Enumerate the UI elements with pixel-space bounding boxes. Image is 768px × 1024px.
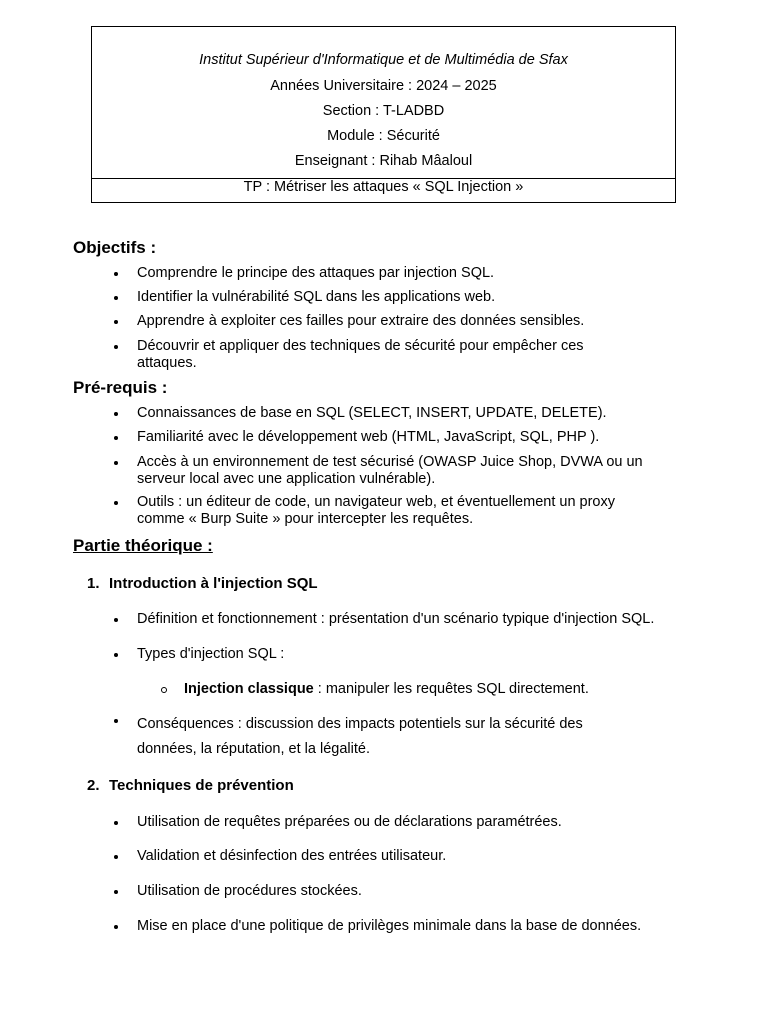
list-item: Comprendre le principe des attaques par injection SQL. <box>137 265 677 282</box>
list-item: Découvrir et appliquer des techniques de sécurité pour empêcher ces attaques. <box>137 338 637 372</box>
institution-name: Institut Supérieur d'Informatique et de Multimédia de Sfax <box>199 52 568 68</box>
section-1-heading <box>87 575 318 593</box>
teacher-label: Enseignant : Rihab Mâaloul <box>294 153 473 169</box>
list-item: Connaissances de base en SQL (SELECT, INSERT, UPDATE, DELETE). <box>137 405 677 422</box>
list-item: Identifier la vulnérabilité SQL dans les applications web. <box>137 289 677 306</box>
list-item: Utilisation de requêtes préparées ou de déclarations paramétrées. <box>137 814 677 831</box>
list-item: Mise en place d'une politique de privilèges minimale dans la base de données. <box>137 918 697 935</box>
section-2-number: 2. <box>87 777 100 794</box>
prerequisites-heading: Pré-requis : <box>73 378 168 397</box>
list-item: Définition et fonctionnement : présentation d'un scénario typique d'injection SQL. <box>137 611 697 628</box>
academic-year: Années Universitaire : 2024 – 2025 <box>270 78 497 94</box>
sub-item-text: : manipuler les requêtes SQL directement. <box>313 681 589 697</box>
theory-heading: Partie théorique : <box>73 536 213 555</box>
list-item: Types d'injection SQL : <box>137 646 677 663</box>
objectives-heading: Objectifs : <box>73 238 157 257</box>
sub-list-item <box>184 681 589 698</box>
sub-item-bold: Injection classique <box>184 681 314 697</box>
section-2-title: Techniques de prévention <box>109 777 294 794</box>
list-item: Validation et désinfection des entrées utilisateur. <box>137 848 677 865</box>
list-item: Familiarité avec le développement web (HTML, JavaScript, SQL, PHP ). <box>137 429 677 446</box>
list-item: Apprendre à exploiter ces failles pour extraire des données sensibles. <box>137 313 677 330</box>
header-box <box>91 26 676 203</box>
section-2-heading <box>87 777 294 795</box>
tp-title: TP : Métriser les attaques « SQL Injection » <box>243 179 524 195</box>
list-item: Outils : un éditeur de code, un navigateur web, et éventuellement un proxy comme « Burp Suite » pour intercepter les requêtes. <box>137 494 662 528</box>
list-item: Utilisation de procédures stockées. <box>137 883 677 900</box>
section-1-title: Introduction à l'injection SQL <box>109 575 318 592</box>
module-label: Module : Sécurité <box>327 128 440 144</box>
section-label: Section : T-LADBD <box>322 103 445 119</box>
section-1-number: 1. <box>87 575 100 592</box>
list-item: Conséquences : discussion des impacts potentiels sur la sécurité des données, la réputation, et la légalité. <box>137 712 627 762</box>
list-item: Accès à un environnement de test sécurisé (OWASP Juice Shop, DVWA ou un serveur local avec une application vulnérable). <box>137 454 667 488</box>
